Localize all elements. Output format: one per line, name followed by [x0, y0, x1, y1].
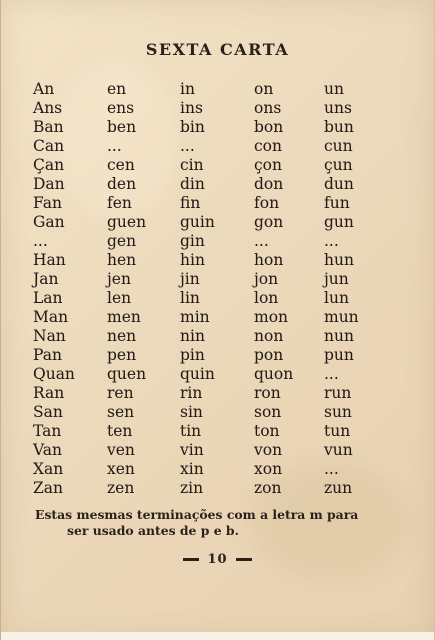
- table-cell: sun: [324, 403, 352, 421]
- table-cell: fin: [180, 194, 201, 212]
- table-row: [33, 327, 373, 346]
- table-cell: fon: [254, 194, 280, 212]
- table-cell: Van: [33, 441, 62, 459]
- table-cell: men: [107, 308, 141, 326]
- table-cell: hun: [324, 251, 354, 269]
- table-cell: von: [254, 441, 283, 459]
- footnote: [35, 507, 375, 539]
- table-cell: Han: [33, 251, 66, 269]
- table-cell: len: [107, 289, 132, 307]
- table-cell: tin: [180, 422, 202, 440]
- table-cell: ...: [254, 232, 269, 250]
- table-cell: quon: [254, 365, 294, 383]
- table-cell: vin: [180, 441, 204, 459]
- table-cell: guen: [107, 213, 147, 231]
- table-row: [33, 384, 373, 403]
- dash-left: [183, 558, 199, 561]
- table-cell: uns: [324, 99, 352, 117]
- table-cell: tun: [324, 422, 351, 440]
- table-cell: pun: [324, 346, 354, 364]
- table-cell: zun: [324, 479, 353, 497]
- table-row: [33, 137, 373, 156]
- table-cell: Zan: [33, 479, 63, 497]
- table-cell: Xan: [33, 460, 64, 478]
- table-cell: zin: [180, 479, 204, 497]
- table-cell: vun: [324, 441, 353, 459]
- table-cell: den: [107, 175, 137, 193]
- table-cell: mun: [324, 308, 359, 326]
- table-cell: ins: [180, 99, 203, 117]
- table-cell: Pan: [33, 346, 62, 364]
- table-row: [33, 441, 373, 460]
- table-cell: cin: [180, 156, 204, 174]
- table-cell: Çan: [33, 156, 65, 174]
- table-cell: din: [180, 175, 205, 193]
- table-cell: bon: [254, 118, 284, 136]
- table-cell: Ans: [33, 99, 63, 117]
- table-cell: un: [324, 80, 344, 98]
- table-cell: en: [107, 80, 127, 98]
- table-cell: son: [254, 403, 282, 421]
- table-cell: Fan: [33, 194, 62, 212]
- table-cell: dun: [324, 175, 354, 193]
- table-cell: con: [254, 137, 282, 155]
- table-cell: non: [254, 327, 284, 345]
- table-cell: nen: [107, 327, 137, 345]
- table-cell: in: [180, 80, 195, 98]
- table-row: [33, 308, 373, 327]
- table-cell: ...: [33, 232, 48, 250]
- table-row: [33, 479, 373, 498]
- table-row: [33, 251, 373, 270]
- table-cell: Ban: [33, 118, 64, 136]
- table-cell: çun: [324, 156, 353, 174]
- table-cell: jen: [107, 270, 131, 288]
- table-row: [33, 403, 373, 422]
- table-cell: run: [324, 384, 352, 402]
- table-cell: lon: [254, 289, 279, 307]
- table-cell: Tan: [33, 422, 62, 440]
- table-cell: ...: [324, 460, 339, 478]
- table-row: [33, 118, 373, 137]
- table-cell: xin: [180, 460, 204, 478]
- table-cell: nin: [180, 327, 205, 345]
- table-cell: fen: [107, 194, 132, 212]
- table-cell: Can: [33, 137, 65, 155]
- page-number-value: 10: [207, 552, 228, 567]
- table-cell: San: [33, 403, 63, 421]
- table-cell: Nan: [33, 327, 66, 345]
- table-row: [33, 80, 373, 99]
- table-cell: on: [254, 80, 274, 98]
- table-cell: lin: [180, 289, 200, 307]
- table-row: [33, 460, 373, 479]
- table-cell: Man: [33, 308, 69, 326]
- table-cell: cen: [107, 156, 135, 174]
- table-cell: jin: [180, 270, 200, 288]
- table-cell: jon: [254, 270, 279, 288]
- table-cell: min: [180, 308, 210, 326]
- table-row: [33, 175, 373, 194]
- dash-right: [236, 558, 252, 561]
- table-cell: bun: [324, 118, 354, 136]
- table-cell: quen: [107, 365, 147, 383]
- table-cell: rin: [180, 384, 203, 402]
- table-cell: pon: [254, 346, 284, 364]
- table-cell: ten: [107, 422, 133, 440]
- table-row: [33, 422, 373, 441]
- page-title: SEXTA CARTA: [145, 40, 290, 59]
- table-row: [33, 194, 373, 213]
- table-cell: ...: [324, 232, 339, 250]
- table-row: [33, 99, 373, 118]
- table-row: [33, 365, 373, 384]
- table-cell: pen: [107, 346, 137, 364]
- table-cell: ben: [107, 118, 137, 136]
- table-cell: ron: [254, 384, 281, 402]
- table-row: [33, 156, 373, 175]
- table-cell: sen: [107, 403, 135, 421]
- table-cell: nun: [324, 327, 354, 345]
- table-cell: Ran: [33, 384, 65, 402]
- table-cell: Quan: [33, 365, 75, 383]
- table-cell: gen: [107, 232, 137, 250]
- table-row: [33, 232, 373, 251]
- table-row: [33, 289, 373, 308]
- table-cell: cun: [324, 137, 353, 155]
- table-cell: xon: [254, 460, 283, 478]
- table-cell: bin: [180, 118, 205, 136]
- table-cell: zon: [254, 479, 282, 497]
- page-number: [1, 552, 434, 567]
- table-cell: ...: [324, 365, 339, 383]
- table-cell: Gan: [33, 213, 65, 231]
- table-cell: hen: [107, 251, 137, 269]
- table-row: [33, 213, 373, 232]
- table-cell: An: [33, 80, 55, 98]
- table-row: [33, 346, 373, 365]
- table-cell: Jan: [33, 270, 59, 288]
- table-cell: mon: [254, 308, 289, 326]
- table-cell: çon: [254, 156, 282, 174]
- table-cell: ren: [107, 384, 134, 402]
- table-cell: don: [254, 175, 284, 193]
- table-cell: ven: [107, 441, 135, 459]
- table-cell: gun: [324, 213, 354, 231]
- footnote-line-1: Estas mesmas terminações com a letra m para: [35, 507, 359, 522]
- table-row: [33, 270, 373, 289]
- table-cell: guin: [180, 213, 215, 231]
- table-cell: ...: [107, 137, 122, 155]
- footnote-line-2: ser usado antes de p e b.: [67, 523, 239, 538]
- table-cell: quin: [180, 365, 215, 383]
- table-cell: Lan: [33, 289, 63, 307]
- table-cell: ens: [107, 99, 135, 117]
- table-cell: hin: [180, 251, 205, 269]
- table-cell: ton: [254, 422, 280, 440]
- table-cell: jun: [324, 270, 349, 288]
- table-cell: fun: [324, 194, 350, 212]
- table-cell: pin: [180, 346, 205, 364]
- table-cell: gon: [254, 213, 284, 231]
- table-cell: sin: [180, 403, 203, 421]
- syllable-table: [33, 80, 373, 498]
- page-bottom-edge: [1, 632, 434, 640]
- table-cell: lun: [324, 289, 349, 307]
- table-cell: zen: [107, 479, 135, 497]
- table-cell: hon: [254, 251, 284, 269]
- table-cell: Dan: [33, 175, 65, 193]
- table-cell: gin: [180, 232, 205, 250]
- table-cell: xen: [107, 460, 135, 478]
- table-cell: ons: [254, 99, 282, 117]
- table-cell: ...: [180, 137, 195, 155]
